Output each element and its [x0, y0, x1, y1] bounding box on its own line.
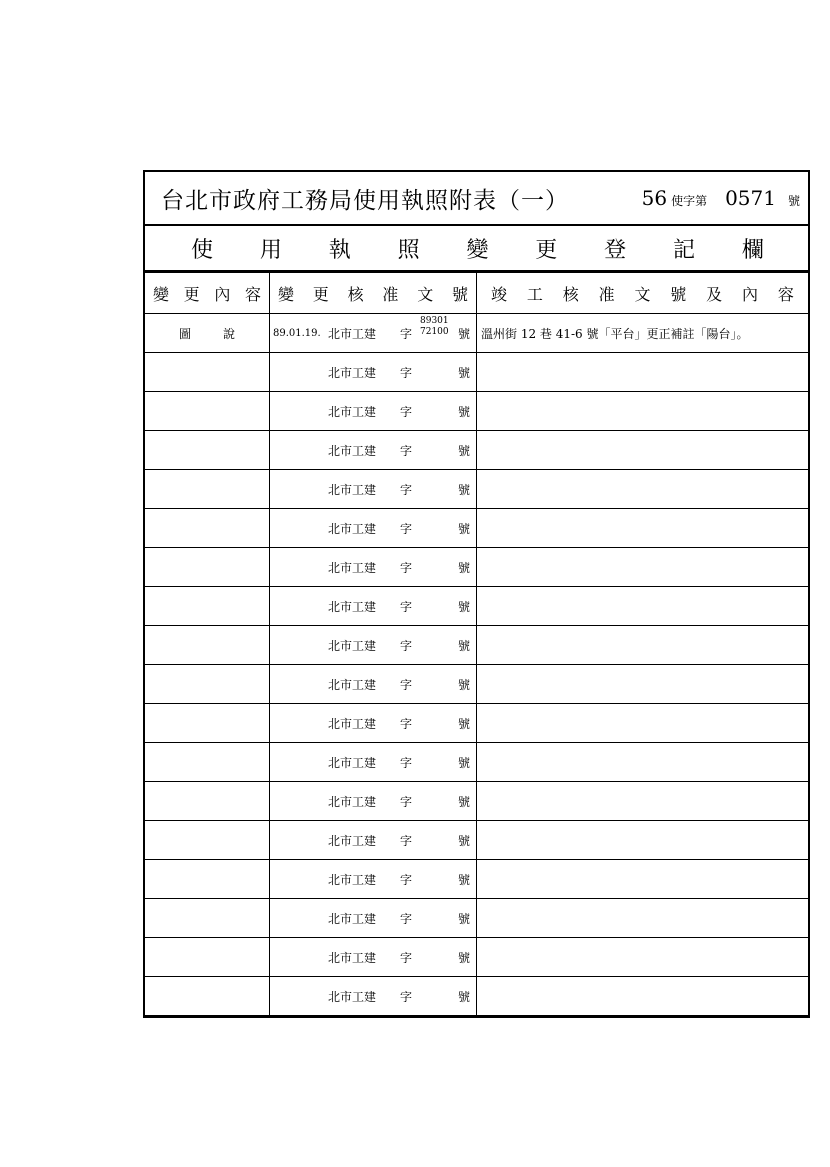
table-row [145, 743, 808, 782]
completion-cell [477, 821, 809, 860]
approval-doc-cell [270, 938, 477, 977]
change-content-cell [145, 860, 270, 899]
hao-label: 號 [457, 599, 470, 614]
banner-char: 記 [673, 237, 696, 263]
zi-label: 字 [400, 326, 413, 341]
permit-prefix: 56 [641, 186, 668, 210]
completion-cell [477, 938, 809, 977]
hao-label: 號 [457, 911, 470, 926]
table-row [145, 665, 808, 704]
office-label: 北市工建 [328, 716, 377, 731]
hao-label: 號 [457, 716, 470, 731]
title-row [145, 172, 808, 226]
zi-label: 字 [400, 638, 413, 653]
approval-doc-cell [270, 860, 477, 899]
change-content-cell [145, 626, 270, 665]
table-row [145, 860, 808, 899]
banner-char: 使 [191, 237, 214, 263]
hao-label: 號 [457, 677, 470, 692]
banner-char: 更 [535, 237, 558, 263]
approval-doc-cell [270, 704, 477, 743]
completion-cell [477, 626, 809, 665]
permit-serial: 0571 [725, 186, 776, 210]
hao-label: 號 [457, 404, 470, 419]
approval-doc-cell [270, 314, 477, 353]
completion-cell [477, 860, 809, 899]
zi-label: 字 [400, 794, 413, 809]
table-row [145, 509, 808, 548]
zi-label: 字 [400, 560, 413, 575]
office-label: 北市工建 [328, 482, 377, 497]
hao-label: 號 [457, 833, 470, 848]
office-label: 北市工建 [328, 833, 377, 848]
change-content-cell [145, 548, 270, 587]
change-table [145, 272, 808, 1016]
table-row [145, 704, 808, 743]
completion-cell [477, 782, 809, 821]
banner-char: 登 [604, 237, 627, 263]
office-label: 北市工建 [328, 911, 377, 926]
table-row [145, 938, 808, 977]
change-content-cell [145, 509, 270, 548]
change-content-cell [145, 314, 270, 353]
office-label: 北市工建 [328, 599, 377, 614]
banner-char: 執 [328, 237, 351, 263]
approval-doc-cell [270, 470, 477, 509]
permit-word: 使字第 [671, 194, 708, 208]
zi-label: 字 [400, 833, 413, 848]
zi-label: 字 [400, 950, 413, 965]
change-content-cell [145, 470, 270, 509]
banner-char: 變 [466, 237, 489, 263]
permit-number [642, 186, 800, 210]
office-label: 北市工建 [328, 326, 377, 341]
approval-doc-cell [270, 587, 477, 626]
office-label: 北市工建 [328, 443, 377, 458]
zi-label: 字 [400, 365, 413, 380]
zi-label: 字 [400, 755, 413, 770]
hao-label: 號 [457, 521, 470, 536]
table-row [145, 470, 808, 509]
zi-label: 字 [400, 482, 413, 497]
zi-label: 字 [400, 443, 413, 458]
completion-cell [477, 899, 809, 938]
banner-char: 照 [397, 237, 420, 263]
hao-label: 號 [457, 443, 470, 458]
hao-label: 號 [457, 755, 470, 770]
completion-cell [477, 704, 809, 743]
item-char: 圖 [178, 326, 191, 341]
approval-doc-cell [270, 821, 477, 860]
col-completion: 竣 工 核 准 文 號 及 內 容 [477, 273, 809, 314]
hao-label: 號 [457, 482, 470, 497]
office-label: 北市工建 [328, 989, 377, 1004]
zi-label: 字 [400, 872, 413, 887]
completion-cell [477, 665, 809, 704]
completion-cell [477, 353, 809, 392]
approval-serial: 89301 72100 [420, 316, 449, 337]
hao-label: 號 [457, 794, 470, 809]
completion-cell [477, 977, 809, 1016]
change-content-cell [145, 782, 270, 821]
office-label: 北市工建 [328, 638, 377, 653]
change-content-cell [145, 431, 270, 470]
change-content-cell [145, 977, 270, 1016]
approval-doc-cell [270, 509, 477, 548]
completion-cell [477, 431, 809, 470]
office-label: 北市工建 [328, 404, 377, 419]
completion-cell [477, 392, 809, 431]
change-content-cell [145, 665, 270, 704]
completion-cell [477, 509, 809, 548]
table-row [145, 782, 808, 821]
permit-suffix: 號 [787, 194, 800, 208]
approval-doc-cell [270, 548, 477, 587]
zi-label: 字 [400, 599, 413, 614]
banner-char: 用 [259, 237, 282, 263]
office-label: 北市工建 [328, 677, 377, 692]
change-content-cell [145, 353, 270, 392]
completion-cell [477, 587, 809, 626]
table-row [145, 821, 808, 860]
hao-label: 號 [457, 638, 470, 653]
table-row [145, 548, 808, 587]
permit-form [143, 170, 810, 1018]
change-content-cell [145, 821, 270, 860]
office-label: 北市工建 [328, 755, 377, 770]
change-content-cell [145, 704, 270, 743]
change-content-cell [145, 743, 270, 782]
table-row [145, 431, 808, 470]
table-row [145, 392, 808, 431]
banner-char: 欄 [741, 237, 764, 263]
change-content-cell [145, 938, 270, 977]
approval-doc-cell [270, 353, 477, 392]
col-approval-doc: 變 更 核 准 文 號 [270, 273, 477, 314]
table-row [145, 626, 808, 665]
hao-label: 號 [457, 989, 470, 1004]
approval-doc-cell [270, 782, 477, 821]
table-row [145, 899, 808, 938]
approval-doc-cell [270, 977, 477, 1016]
table-row [145, 977, 808, 1016]
zi-label: 字 [400, 404, 413, 419]
approval-doc-cell [270, 665, 477, 704]
zi-label: 字 [400, 716, 413, 731]
office-label: 北市工建 [328, 365, 377, 380]
item-char: 說 [222, 326, 235, 341]
office-label: 北市工建 [328, 521, 377, 536]
hao-label: 號 [457, 365, 470, 380]
table-row [145, 314, 808, 353]
zi-label: 字 [400, 677, 413, 692]
zi-label: 字 [400, 521, 413, 536]
office-label: 北市工建 [328, 794, 377, 809]
hao-label: 號 [457, 560, 470, 575]
section-banner [145, 226, 808, 272]
approval-date: 89.01.19. [273, 327, 321, 339]
completion-cell [477, 548, 809, 587]
table-row [145, 587, 808, 626]
office-label: 北市工建 [328, 950, 377, 965]
change-content-cell [145, 899, 270, 938]
completion-cell [477, 470, 809, 509]
zi-label: 字 [400, 911, 413, 926]
completion-cell [477, 314, 809, 353]
office-label: 北市工建 [328, 872, 377, 887]
form-title: 台北市政府工務局使用執照附表（一） [161, 187, 569, 214]
approval-doc-cell [270, 743, 477, 782]
approval-doc-cell [270, 392, 477, 431]
approval-doc-cell [270, 431, 477, 470]
hao-label: 號 [457, 872, 470, 887]
hao-label: 號 [457, 950, 470, 965]
approval-doc-cell [270, 899, 477, 938]
table-row [145, 353, 808, 392]
completion-content: 溫州街 12 巷 41-6 號「平台」更正補註「陽台」。 [481, 326, 749, 341]
zi-label: 字 [400, 989, 413, 1004]
header-row [145, 273, 808, 314]
change-content-cell [145, 587, 270, 626]
col-change-content: 變 更 內 容 [145, 273, 270, 314]
hao-label: 號 [457, 326, 470, 341]
office-label: 北市工建 [328, 560, 377, 575]
change-content-cell [145, 392, 270, 431]
completion-cell [477, 743, 809, 782]
approval-doc-cell [270, 626, 477, 665]
